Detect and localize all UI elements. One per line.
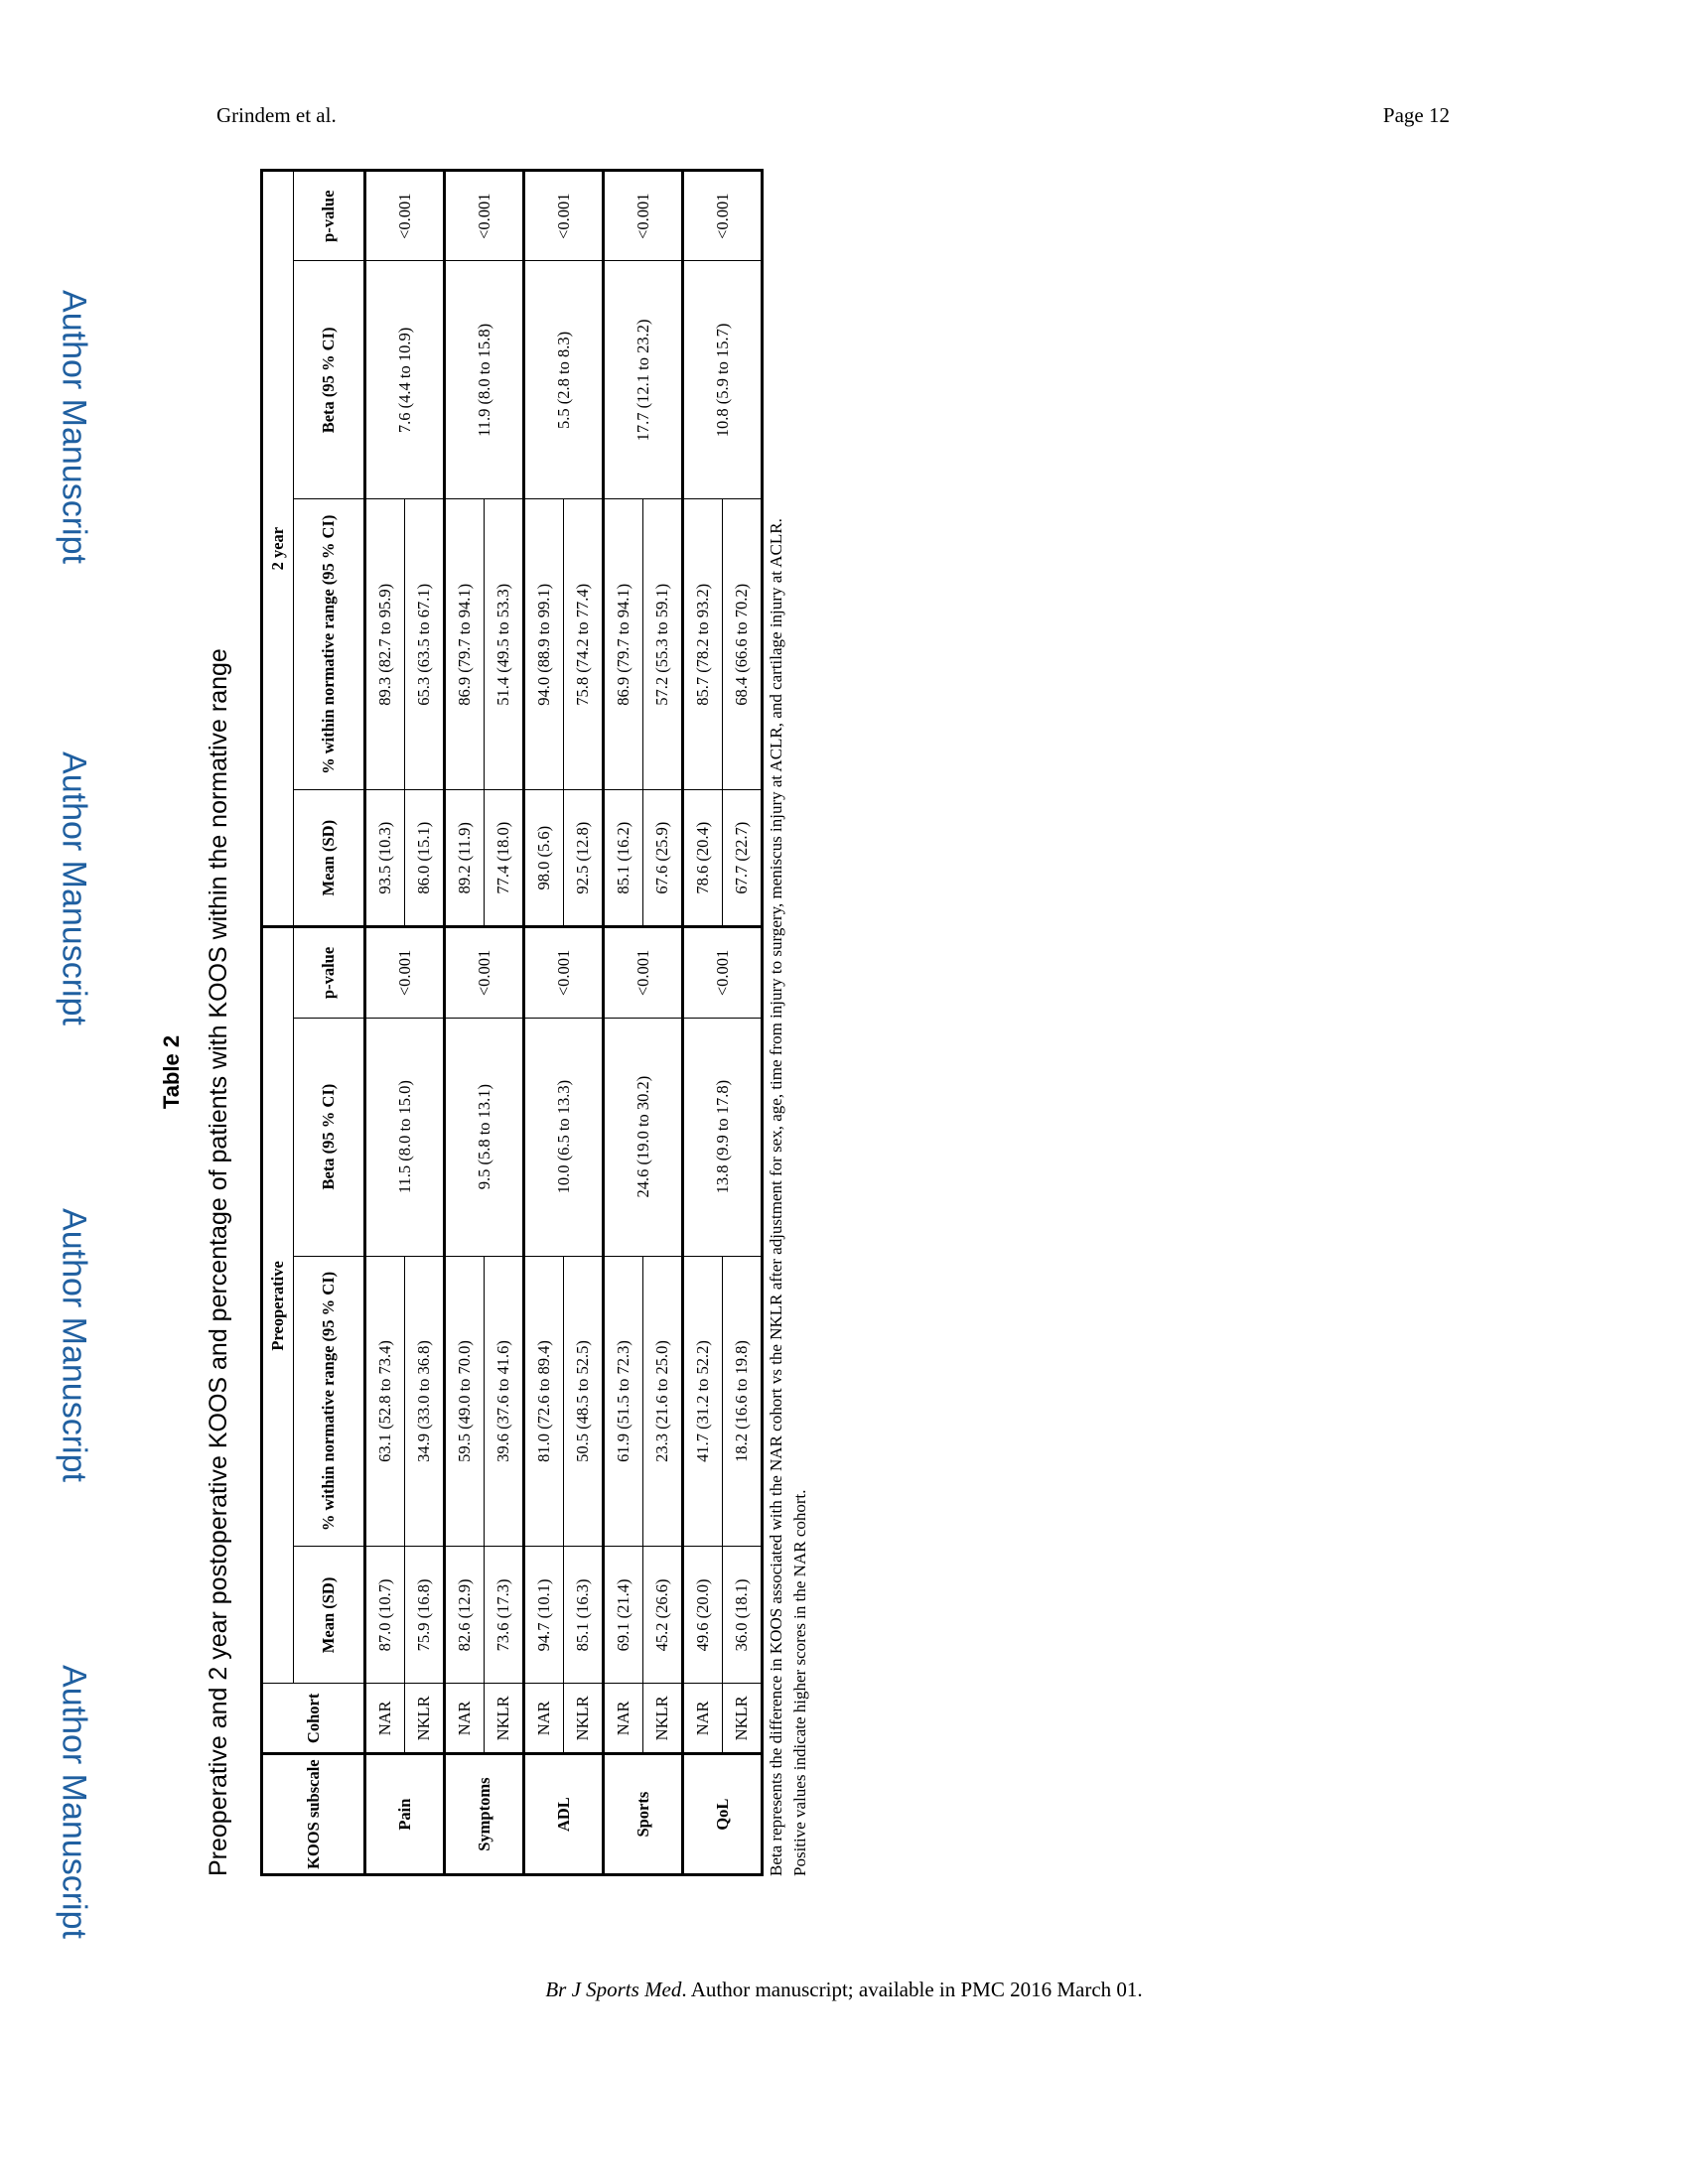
post-p-cell: <0.001 [445,171,524,261]
post-mean-cell: 67.7 (22.7) [723,790,763,927]
pre-mean-cell: 94.7 (10.1) [524,1547,564,1684]
post-beta-cell: 10.8 (5.9 to 15.7) [683,261,763,499]
pre-mean-cell: 45.2 (26.6) [643,1547,683,1684]
header-post-mean: Mean (SD) [294,790,365,927]
cohort-cell: NAR [524,1684,564,1754]
koos-table [260,169,764,1876]
pre-pct-cell: 61.9 (51.5 to 72.3) [604,1256,643,1547]
subscale-cell: Symptoms [445,1754,524,1875]
post-p-cell: <0.001 [604,171,683,261]
pre-pct-cell: 23.3 (21.6 to 25.0) [643,1256,683,1547]
post-pct-cell: 65.3 (63.5 to 67.1) [405,499,445,790]
post-beta-cell: 11.9 (8.0 to 15.8) [445,261,524,499]
journal-name: Br J Sports Med [545,1978,682,2001]
page-number: Page 12 [1382,103,1450,127]
pre-p-cell: <0.001 [524,927,604,1018]
table-row [683,171,723,1875]
post-beta-cell: 5.5 (2.8 to 8.3) [524,261,604,499]
pre-mean-cell: 82.6 (12.9) [445,1547,485,1684]
cohort-cell: NAR [604,1684,643,1754]
post-pct-cell: 94.0 (88.9 to 99.1) [524,499,564,790]
pre-mean-cell: 73.6 (17.3) [485,1547,524,1684]
subscale-cell: QoL [683,1754,763,1875]
cohort-cell: NKLR [643,1684,683,1754]
pre-p-cell: <0.001 [604,927,683,1018]
table-note-line: Beta represents the difference in KOOS associated with the NAR cohort vs the NKLR after adjustment for sex, age, time from injury to surgery, meniscus injury at ACLR, and cartilage injury at ACLR. [767,518,785,1876]
page-footer [0,1978,1688,2002]
header-cohort: Cohort [262,1684,365,1754]
running-header-author: Grindem et al. [216,103,337,127]
cohort-cell: NKLR [723,1684,763,1754]
header-post-p: p-value [294,171,365,261]
table-row [604,171,643,1875]
watermark-text: Author Manuscript [55,290,93,564]
pre-p-cell: <0.001 [683,927,763,1018]
header-pre-beta: Beta (95 % CI) [294,1018,365,1256]
post-mean-cell: 85.1 (16.2) [604,790,643,927]
pre-pct-cell: 59.5 (49.0 to 70.0) [445,1256,485,1547]
pre-beta-cell: 11.5 (8.0 to 15.0) [365,1018,445,1256]
subscale-cell: ADL [524,1754,604,1875]
watermark-text: Author Manuscript [55,1208,93,1482]
post-mean-cell: 78.6 (20.4) [683,790,723,927]
table-caption: Preoperative and 2 year postoperative KOOS and percentage of patients with KOOS within the normative range [205,648,232,1876]
pre-beta-cell: 13.8 (9.9 to 17.8) [683,1018,763,1256]
post-mean-cell: 86.0 (15.1) [405,790,445,927]
header-subscale: KOOS subscale [262,1754,365,1875]
pre-mean-cell: 75.9 (16.8) [405,1547,445,1684]
table-body [365,171,763,1875]
header-preoperative: Preoperative [262,927,294,1684]
post-pct-cell: 85.7 (78.2 to 93.2) [683,499,723,790]
post-beta-cell: 17.7 (12.1 to 23.2) [604,261,683,499]
post-beta-cell: 7.6 (4.4 to 10.9) [365,261,445,499]
header-post-beta: Beta (95 % CI) [294,261,365,499]
footer-text: . Author manuscript; available in PMC 2016 March 01. [681,1978,1143,2001]
pre-p-cell: <0.001 [445,927,524,1018]
pre-pct-cell: 34.9 (33.0 to 36.8) [405,1256,445,1547]
post-pct-cell: 75.8 (74.2 to 77.4) [564,499,604,790]
header-pre-p: p-value [294,927,365,1018]
table-row [445,171,485,1875]
post-mean-cell: 77.4 (18.0) [485,790,524,927]
pre-beta-cell: 24.6 (19.0 to 30.2) [604,1018,683,1256]
post-pct-cell: 86.9 (79.7 to 94.1) [445,499,485,790]
pre-mean-cell: 85.1 (16.3) [564,1547,604,1684]
pre-pct-cell: 18.2 (16.6 to 19.8) [723,1256,763,1547]
cohort-cell: NKLR [485,1684,524,1754]
post-mean-cell: 67.6 (25.9) [643,790,683,927]
cohort-cell: NAR [445,1684,485,1754]
pre-pct-cell: 81.0 (72.6 to 89.4) [524,1256,564,1547]
post-mean-cell: 98.0 (5.6) [524,790,564,927]
header-2-year: 2 year [262,171,294,927]
header-post-pct: % within normative range (95 % CI) [294,499,365,790]
table-label: Table 2 [159,1034,184,1110]
pre-mean-cell: 69.1 (21.4) [604,1547,643,1684]
post-pct-cell: 86.9 (79.7 to 94.1) [604,499,643,790]
rotated-table-block [159,169,854,1936]
post-p-cell: <0.001 [365,171,445,261]
watermark-text: Author Manuscript [55,1665,93,1939]
pre-mean-cell: 49.6 (20.0) [683,1547,723,1684]
subscale-cell: Pain [365,1754,445,1875]
post-p-cell: <0.001 [524,171,604,261]
table-note-line: Positive values indicate higher scores in the NAR cohort. [790,1489,809,1876]
table-note [765,169,812,1876]
pre-mean-cell: 36.0 (18.1) [723,1547,763,1684]
pre-pct-cell: 63.1 (52.8 to 73.4) [365,1256,405,1547]
pre-pct-cell: 41.7 (31.2 to 52.2) [683,1256,723,1547]
pre-p-cell: <0.001 [365,927,445,1018]
post-pct-cell: 89.3 (82.7 to 95.9) [365,499,405,790]
subscale-cell: Sports [604,1754,683,1875]
header-pre-mean: Mean (SD) [294,1547,365,1684]
pre-mean-cell: 87.0 (10.7) [365,1547,405,1684]
table-row [365,171,405,1875]
post-pct-cell: 57.2 (55.3 to 59.1) [643,499,683,790]
post-mean-cell: 92.5 (12.8) [564,790,604,927]
watermark-text: Author Manuscript [55,751,93,1025]
pre-beta-cell: 10.0 (6.5 to 13.3) [524,1018,604,1256]
cohort-cell: NAR [683,1684,723,1754]
pre-pct-cell: 50.5 (48.5 to 52.5) [564,1256,604,1547]
cohort-cell: NKLR [405,1684,445,1754]
post-mean-cell: 93.5 (10.3) [365,790,405,927]
post-pct-cell: 68.4 (66.6 to 70.2) [723,499,763,790]
post-p-cell: <0.001 [683,171,763,261]
pre-pct-cell: 39.6 (37.6 to 41.6) [485,1256,524,1547]
cohort-cell: NAR [365,1684,405,1754]
table-row [524,171,564,1875]
pre-beta-cell: 9.5 (5.8 to 13.1) [445,1018,524,1256]
cohort-cell: NKLR [564,1684,604,1754]
post-pct-cell: 51.4 (49.5 to 53.3) [485,499,524,790]
post-mean-cell: 89.2 (11.9) [445,790,485,927]
header-pre-pct: % within normative range (95 % CI) [294,1256,365,1547]
